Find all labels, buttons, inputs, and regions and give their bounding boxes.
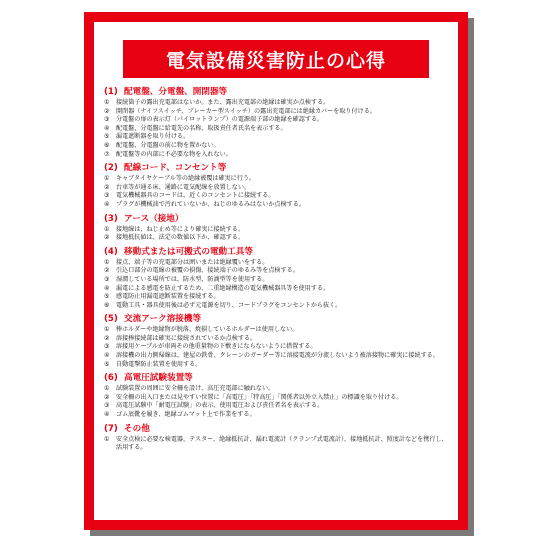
- item-text: 棒ホルダーや絶縁物が脱落、焼損しているホルダーは使用しない。: [116, 326, 299, 334]
- item-number: ②: [104, 393, 110, 401]
- section-heading-text: 配線コード、コンセント等: [124, 163, 227, 174]
- section-number: (4): [104, 246, 118, 257]
- item-text: 漏電による感電を防止するため、二重絶縁構造の電気機械器具等を使用する。: [116, 284, 330, 292]
- title-bar: [123, 40, 429, 78]
- section-heading: [104, 162, 448, 175]
- item-number: ③: [104, 402, 110, 410]
- item-text: プラグが機械油で汚れていないか、ねじのゆるみはないか点検する。: [116, 200, 305, 208]
- item-number: ①: [104, 435, 110, 443]
- list-item: [104, 285, 448, 294]
- item-number: ④: [104, 200, 110, 208]
- section-number: (2): [104, 163, 118, 174]
- list-item: [104, 352, 448, 361]
- item-number: ①: [104, 326, 110, 334]
- item-text: 電動工具・器具使用後は必ず元電源を切り、コードプラグをコンセントから抜く。: [116, 301, 342, 309]
- item-text: 自動電撃防止装置を使用する。: [116, 360, 202, 368]
- item-number: ③: [104, 116, 110, 124]
- section-heading: [104, 213, 448, 226]
- section-heading-text: アース（接地）: [124, 213, 184, 224]
- item-number: ④: [104, 284, 110, 292]
- list-item: [104, 267, 448, 276]
- list-item: [104, 326, 448, 335]
- item-number: ③: [104, 275, 110, 283]
- item-text: 試験装置の周囲に安全柵を設け、高圧充電部に触れない。: [116, 385, 275, 393]
- section: [104, 86, 448, 159]
- item-text: 接地線は、ねじ止め等により確実に接続する。: [116, 225, 244, 233]
- section-number: (6): [104, 373, 118, 384]
- item-number: ⑥: [104, 141, 110, 149]
- list-item: [104, 234, 448, 243]
- section-heading-text: 移動式または可搬式の電動工具等: [124, 246, 253, 257]
- item-number: ⑤: [104, 133, 110, 141]
- item-text: 配電盤等の内部に不必要な物を入れない。: [116, 150, 232, 158]
- item-text: 感電防止用漏電遮断装置を接続する。: [116, 293, 220, 301]
- item-number: ③: [104, 192, 110, 200]
- list-item: [104, 293, 448, 302]
- list-item: [104, 116, 448, 125]
- item-text: 接地抵抗値は、法定の数値以下か、確認する。: [116, 234, 244, 242]
- item-number: ④: [104, 124, 110, 132]
- item-number: ⑤: [104, 360, 110, 368]
- list-item: [104, 175, 448, 184]
- section-heading-text: 配電盤、分電盤、開閉器等: [124, 87, 228, 97]
- sign-content: [104, 86, 448, 456]
- section: [104, 162, 448, 209]
- item-text: 漏電遮断器を取り付ける。: [116, 133, 190, 141]
- item-number: ①: [104, 225, 110, 233]
- list-item: [104, 402, 448, 411]
- item-text: 湿潤している場所では、防水型、防滴型等を使用する。: [116, 275, 269, 283]
- item-number: ①: [104, 258, 110, 266]
- section-heading: [104, 423, 448, 436]
- item-text: 電気機械器具のコードは、近くのコンセントに接続する。: [116, 192, 275, 200]
- safety-sign-board: [84, 12, 468, 530]
- item-number: ①: [104, 99, 110, 106]
- item-text: キャブタイヤケーブル等の絶縁被覆は確実に行う。: [116, 175, 256, 183]
- item-text: 分電盤の扉の表示灯（パイロットランプ）の電源端子部の絶縁を確認する。: [116, 116, 324, 124]
- item-text: 配電盤、分電盤の前に物を置かない。: [116, 141, 220, 149]
- section-heading: [104, 86, 448, 99]
- item-number: ⑥: [104, 301, 110, 309]
- item-number: ④: [104, 411, 110, 419]
- list-item: [104, 201, 448, 210]
- list-item: [104, 343, 448, 352]
- section-heading: [104, 313, 448, 326]
- section-number: (5): [104, 314, 118, 325]
- list-item: [104, 302, 448, 311]
- section-number: (3): [104, 213, 118, 224]
- item-number: ②: [104, 183, 110, 191]
- item-text: 高電圧試験中「耐電圧試験」の表示、使用電圧および責任者名を表示する。: [116, 402, 324, 410]
- list-item: [104, 411, 448, 420]
- section-heading-text: 高電圧試験装置等: [124, 373, 193, 384]
- list-item: [104, 276, 448, 285]
- item-number: ②: [104, 234, 110, 242]
- item-number: ⑦: [104, 150, 110, 158]
- list-item: [104, 99, 448, 108]
- list-item: [104, 151, 448, 160]
- item-number: ②: [104, 334, 110, 342]
- item-text: 溶接機の出力側帰線は、建屋の鉄骨、クレーンのガーダー等に溶接電流が分流しないよう被溶接物に確実に接続する。: [116, 352, 439, 360]
- item-number: ④: [104, 352, 110, 360]
- item-number: ②: [104, 107, 110, 115]
- sign-title: 電気設備災害防止の心得: [165, 49, 386, 72]
- item-text: 配電盤、分電盤に給電先の名称、取扱責任者氏名を表示する。: [116, 124, 287, 132]
- section: [104, 313, 448, 369]
- list-item: [104, 436, 448, 453]
- section-heading: [104, 246, 448, 259]
- item-text: 安全点検に必要な検電器、テスター、絶縁抵抗計、漏れ電流計（クランプ式電流計）、接地抵抗計、照度計などを携行し、活用する。: [116, 435, 448, 452]
- list-item: [104, 226, 448, 235]
- sign-inner-panel: [94, 22, 458, 520]
- section-number: (7): [104, 423, 118, 434]
- item-number: ②: [104, 267, 110, 275]
- section: [104, 213, 448, 243]
- item-number: ⑤: [104, 293, 110, 301]
- item-text: 接続箇子の露出充電部はないか。また、露出充電部の絶縁は確実か点検する。: [116, 99, 330, 106]
- section: [104, 372, 448, 419]
- item-text: 安全柵の出入口または見やすい位置に「高電圧」「特高圧」「関係者以外立入禁止」の標識を取り付ける。: [116, 393, 403, 401]
- section-number: (1): [104, 87, 118, 97]
- item-text: 接点、端子等の充電部分は囲いまたは絶縁覆いをする。: [116, 258, 269, 266]
- item-text: ゴム底靴を履き、絶縁ゴムマット上で作業をする。: [116, 411, 256, 419]
- list-item: [104, 108, 448, 117]
- list-item: [104, 142, 448, 151]
- item-text: 溶接用ケーブルが車両その他重量物の下敷きにならないように措置する。: [116, 343, 317, 351]
- item-number: ③: [104, 343, 110, 351]
- list-item: [104, 133, 448, 142]
- section: [104, 246, 448, 311]
- item-number: ①: [104, 175, 110, 183]
- item-text: 台車等が通る床、通路に電気配線を放置しない。: [116, 183, 251, 191]
- item-text: 溶接棒接続部は確実に接続されているか点検する。: [116, 334, 257, 342]
- item-text: 開閉器（ナイフスイッチ、ブレーカー型スイッチ）の露出充電部には絶縁カバーを取り付ける。: [116, 107, 376, 115]
- item-number: ①: [104, 385, 110, 393]
- section-heading: [104, 372, 448, 385]
- section-heading-text: 交流アーク溶接機等: [124, 314, 202, 325]
- list-item: [104, 385, 448, 394]
- item-text: 引込口部分の電線の被覆の損傷、接続端子のゆるみ等を点検する。: [116, 267, 299, 275]
- list-item: [104, 192, 448, 201]
- section: [104, 423, 448, 453]
- list-item: [104, 361, 448, 370]
- section-heading-text: その他: [124, 423, 150, 434]
